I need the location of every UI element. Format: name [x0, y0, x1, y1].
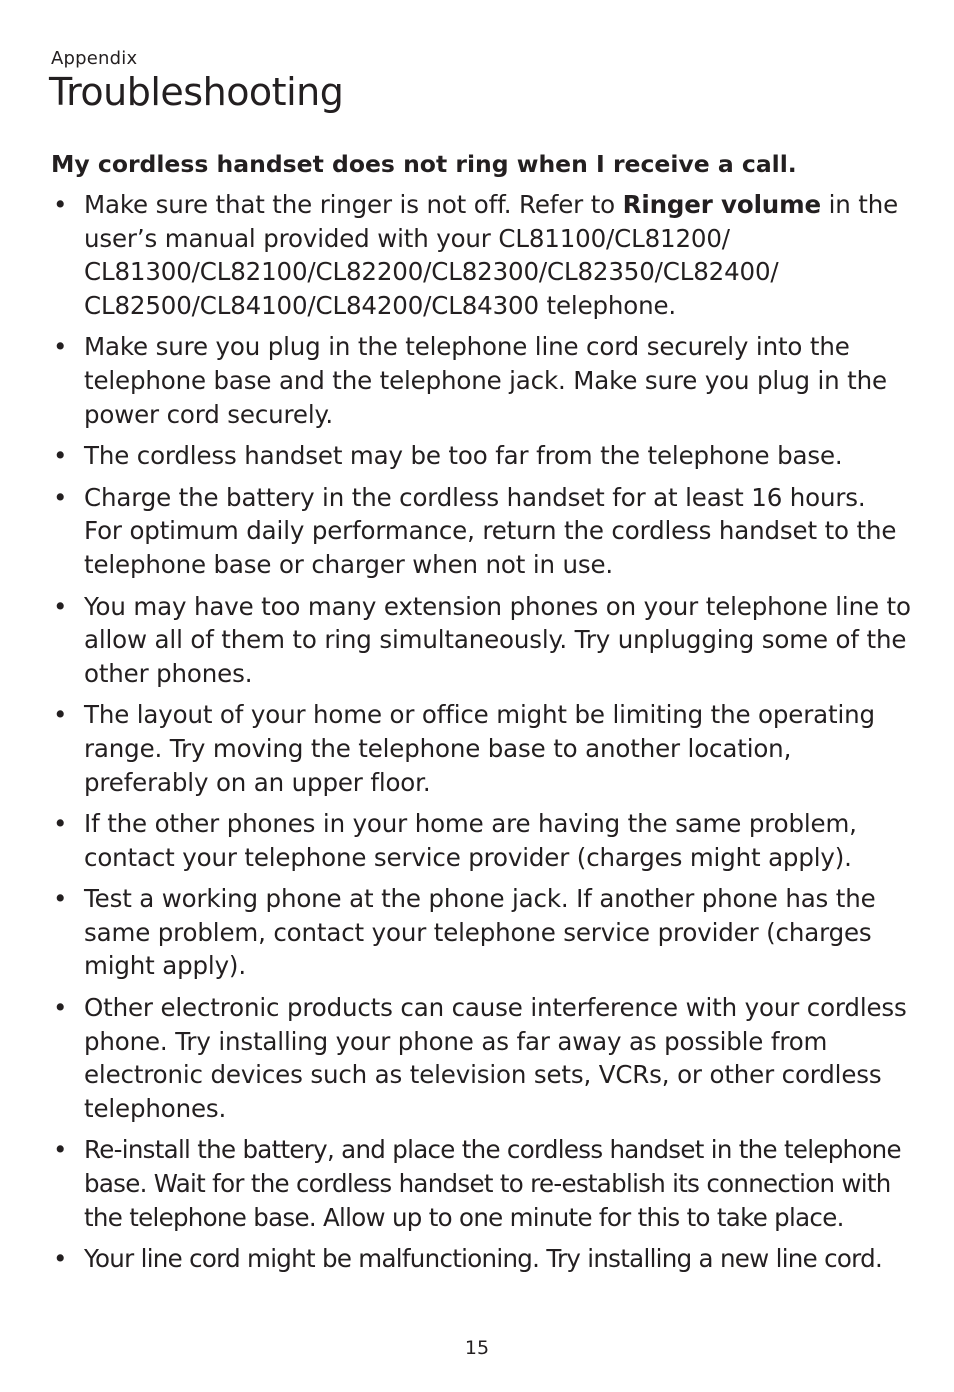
list-item-text: Re-install the battery, and place the cordless handset in the telephone base. Wait for the cordless handset to re-establish its connection with the telephone base. Allow up to one minute for this to take place.	[84, 1135, 901, 1232]
list-item-text: Your line cord might be malfunctioning. Try installing a new line cord.	[84, 1244, 883, 1274]
list-item-text: Charge the battery in the cordless handset for at least 16 hours. For optimum daily performance, return the cordless handset to the telephone base or charger when not in use.	[84, 482, 897, 579]
page-title: Troubleshooting	[49, 70, 344, 114]
bullet-icon: •	[53, 993, 68, 1023]
content-area	[51, 148, 911, 1284]
list-item-text: The cordless handset may be too far from the telephone base.	[84, 441, 843, 471]
list-item-text: The layout of your home or office might be limiting the operating range. Try moving the telephone base to another location, preferably on an upper floor.	[84, 700, 875, 797]
list-item-text: You may have too many extension phones on your telephone line to allow all of them to ring simultaneously. Try unplugging some of the other phones.	[84, 591, 911, 688]
list-item	[51, 882, 911, 983]
list-item-text: Test a working phone at the phone jack. If another phone has the same problem, contact your telephone service provider (charges might apply).	[84, 884, 876, 981]
list-item	[51, 439, 911, 473]
bullet-icon: •	[53, 332, 68, 362]
section-label: Appendix	[51, 48, 138, 69]
bullet-icon: •	[53, 441, 68, 471]
list-item	[51, 807, 911, 874]
list-item-text: Make sure that the ringer is not off. Refer to	[84, 190, 623, 219]
bullet-icon: •	[53, 1244, 67, 1274]
list-item	[51, 188, 911, 322]
list-item	[51, 330, 911, 431]
list-item-text: Make sure you plug in the telephone line cord securely into the telephone base and the telephone jack. Make sure you plug in the power cord securely.	[84, 332, 887, 429]
ringer-volume-reference: Ringer volume	[622, 190, 821, 219]
list-item	[51, 590, 911, 691]
list-item	[51, 481, 911, 582]
bullet-icon: •	[53, 884, 68, 914]
list-item	[51, 991, 911, 1125]
list-item-text: in the user’s manual provided with your CL81100/CL81200/ CL81300/CL82100/CL82200/CL82300/CL82350/CL82400/ CL82500/CL84100/CL84200/CL84300 telephone.	[84, 190, 899, 320]
bullet-icon: •	[53, 700, 68, 730]
list-item	[51, 1133, 911, 1234]
page-number: 15	[464, 1337, 490, 1359]
list-item-text: Other electronic products can cause interference with your cordless phone. Try installing your phone as far away as possible from electronic devices such as television sets, VCRs, or other cordless telephones.	[84, 993, 907, 1123]
question-heading: My cordless handset does not ring when I receive a call.	[51, 150, 797, 178]
bullet-icon: •	[53, 482, 68, 512]
bullet-list	[51, 188, 911, 1276]
list-item	[51, 698, 911, 799]
bullet-icon: •	[53, 190, 68, 219]
bullet-icon: •	[53, 1135, 67, 1165]
bullet-icon: •	[53, 809, 68, 839]
list-item-text: If the other phones in your home are having the same problem, contact your telephone service provider (charges might apply).	[84, 809, 857, 872]
list-item	[51, 1242, 911, 1276]
bullet-icon: •	[53, 591, 68, 621]
